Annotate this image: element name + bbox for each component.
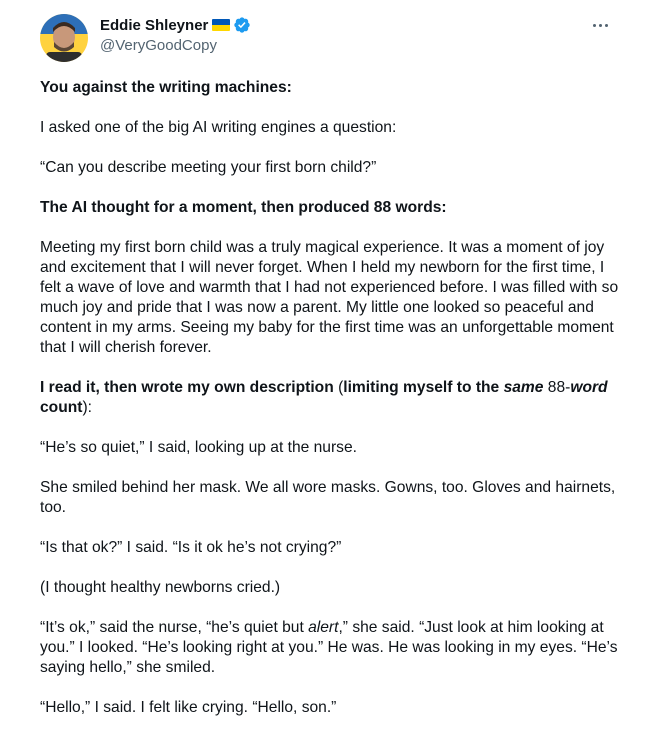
p6-bold-g: count (40, 399, 83, 416)
author-row (100, 14, 251, 36)
tweet-text (40, 78, 620, 738)
verified-badge-icon (233, 16, 251, 34)
p6-bold-italic-d: same (503, 379, 544, 396)
p6-bold-italic-f: word (570, 379, 608, 396)
p11-italic-b: alert (308, 619, 339, 636)
paragraph-7: “He’s so quiet,” I said, looking up at the nurse. (40, 439, 357, 456)
paragraph-1: You against the writing machines: (40, 79, 292, 96)
ukraine-flag-icon (212, 19, 230, 31)
paragraph-6 (40, 378, 620, 418)
paragraph-11 (40, 618, 620, 678)
paragraph-4: The AI thought for a moment, then produced 88 words: (40, 199, 447, 216)
p11-text-a: “It’s ok,” said the nurse, “he’s quiet but (40, 619, 309, 636)
paragraph-10: (I thought healthy newborns cried.) (40, 579, 281, 596)
paragraph-2: I asked one of the big AI writing engines a question: (40, 119, 397, 136)
p6-text-b: ( (333, 379, 344, 396)
paragraph-9: “Is that ok?” I said. “Is it ok he’s not crying?” (40, 539, 342, 556)
paragraph-5: Meeting my first born child was a truly magical experience. It was a moment of joy and excitement that I will never forget. When I held my newborn for the first time, I felt a wave of love and warmth that I had not experienced before. I was filled with so much joy and pride that I was now a parent. My little one looked so peaceful and content in my arms. Seeing my baby for the first time was an unforgettable moment that I will cherish forever. (40, 239, 619, 356)
avatar[interactable] (40, 14, 88, 62)
p11-text-c: ,” she said. “Just look at him looking at you.” I looked. “He’s looking right at you.” He was. He was looking in my eyes. “He’s saying hello,” she smiled. (40, 619, 618, 676)
paragraph-8: She smiled behind her mask. We all wore masks. Gowns, too. Gloves and hairnets, too. (40, 479, 616, 516)
paragraph-12: “Hello,” I said. I felt like crying. “Hello, son.” (40, 699, 337, 716)
p6-text-h: ): (82, 399, 92, 416)
p6-text-e: 88- (543, 379, 571, 396)
paragraph-3: “Can you describe meeting your first born child?” (40, 159, 377, 176)
p6-bold-c: limiting myself to the (343, 379, 504, 396)
avatar-image (40, 14, 88, 62)
author-name[interactable]: Eddie Shleyner (100, 16, 209, 34)
author-handle[interactable]: @VeryGoodCopy (100, 37, 217, 54)
p6-bold-a: I read it, then wrote my own description (40, 379, 334, 396)
more-horizontal-icon[interactable] (587, 14, 613, 36)
